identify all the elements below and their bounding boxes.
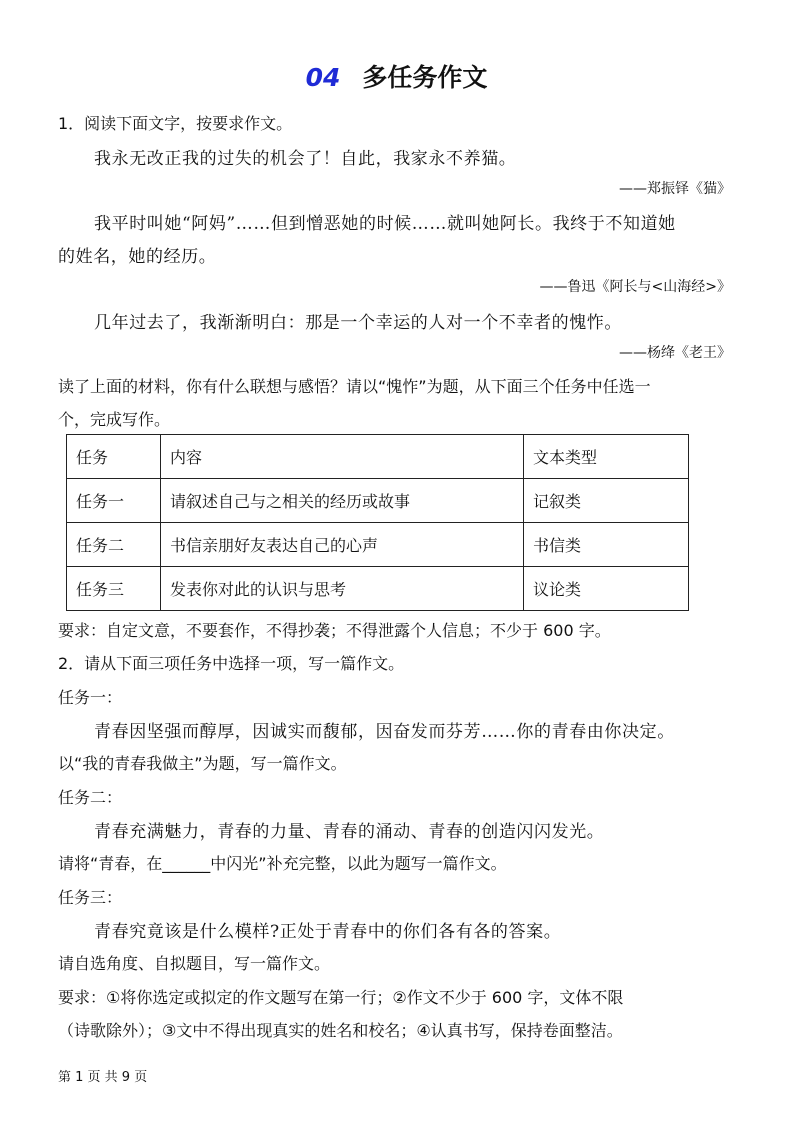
table-cell: 任务三 <box>67 567 161 611</box>
q2-task-3-label: 任务三： <box>58 888 123 907</box>
q1-quote-1: 我永无改正我的过失的机会了！自此，我家永不养猫。 <box>94 149 517 169</box>
q1-quote-2-line-1: 我平时叫她“阿妈”……但到憎恶她的时候……就叫她阿长。我终于不知道她 <box>94 214 676 234</box>
q2-task-3-prompt: 请自选角度、自拟题目，写一篇作文。 <box>58 954 331 973</box>
table-cell: 书信类 <box>524 523 689 567</box>
q1-prompt-line-2: 个，完成写作。 <box>58 410 171 429</box>
q2-task-2-label: 任务二： <box>58 788 123 807</box>
page-footer: 第 1 页 共 9 页 <box>58 1070 148 1085</box>
table-header-cell: 文本类型 <box>524 435 689 479</box>
table-cell: 书信亲朋好友表达自己的心声 <box>161 523 524 567</box>
table-row <box>67 523 689 567</box>
table-row <box>67 567 689 611</box>
table-cell: 任务一 <box>67 479 161 523</box>
table-row <box>67 479 689 523</box>
q1-quote-2-line-2: 的姓名，她的经历。 <box>58 247 217 267</box>
table-cell: 议论类 <box>524 567 689 611</box>
table-header-cell: 任务 <box>67 435 161 479</box>
q1-source-1: ——郑振铎《猫》 <box>619 181 731 197</box>
q1-quote-3: 几年过去了，我渐渐明白：那是一个幸运的人对一个不幸者的愧怍。 <box>94 313 622 333</box>
q1-heading: 1．阅读下面文字，按要求作文。 <box>58 114 293 133</box>
table-header-cell: 内容 <box>161 435 524 479</box>
table-cell: 请叙述自己与之相关的经历或故事 <box>161 479 524 523</box>
q2-task-2-text: 青春充满魅力，青春的力量、青春的涌动、青春的创造闪闪发光。 <box>94 822 605 842</box>
table-cell: 任务二 <box>67 523 161 567</box>
q2-task-1-text: 青春因坚强而醇厚，因诚实而馥郁，因奋发而芬芳……你的青春由你决定。 <box>94 722 675 742</box>
q2-task-2-prompt: 请将“青春，在______中闪光”补充完整，以此为题写一篇作文。 <box>58 854 507 873</box>
table-header-row <box>67 435 689 479</box>
table-cell: 记叙类 <box>524 479 689 523</box>
q1-requirement: 要求：自定文意，不要套作，不得抄袭；不得泄露个人信息；不少于 600 字。 <box>58 621 611 640</box>
q2-requirement-line-1: 要求：①将你选定或拟定的作文题写在第一行；②作文不少于 600 字，文体不限 <box>58 988 624 1007</box>
q2-task-1-label: 任务一： <box>58 688 123 707</box>
q1-source-3: ——杨绛《老王》 <box>619 345 731 361</box>
section-number: 04 <box>305 63 341 92</box>
q2-requirement-line-2: （诗歌除外）；③文中不得出现真实的姓名和校名；④认真书写，保持卷面整洁。 <box>58 1021 623 1040</box>
q2-task-1-prompt: 以“我的青春我做主”为题，写一篇作文。 <box>58 754 347 773</box>
q1-source-2: ——鲁迅《阿长与<山海经>》 <box>539 279 731 295</box>
task-table <box>66 434 689 611</box>
section-title: 多任务作文 <box>362 63 488 92</box>
q1-prompt-line-1: 读了上面的材料，你有什么联想与感悟？请以“愧怍”为题，从下面三个任务中任选一 <box>58 377 651 396</box>
table-cell: 发表你对此的认识与思考 <box>161 567 524 611</box>
q2-task-3-text: 青春究竟该是什么模样?正处于青春中的你们各有各的答案。 <box>94 922 562 942</box>
page-title <box>0 58 793 94</box>
q2-heading: 2．请从下面三项任务中选择一项，写一篇作文。 <box>58 654 405 673</box>
